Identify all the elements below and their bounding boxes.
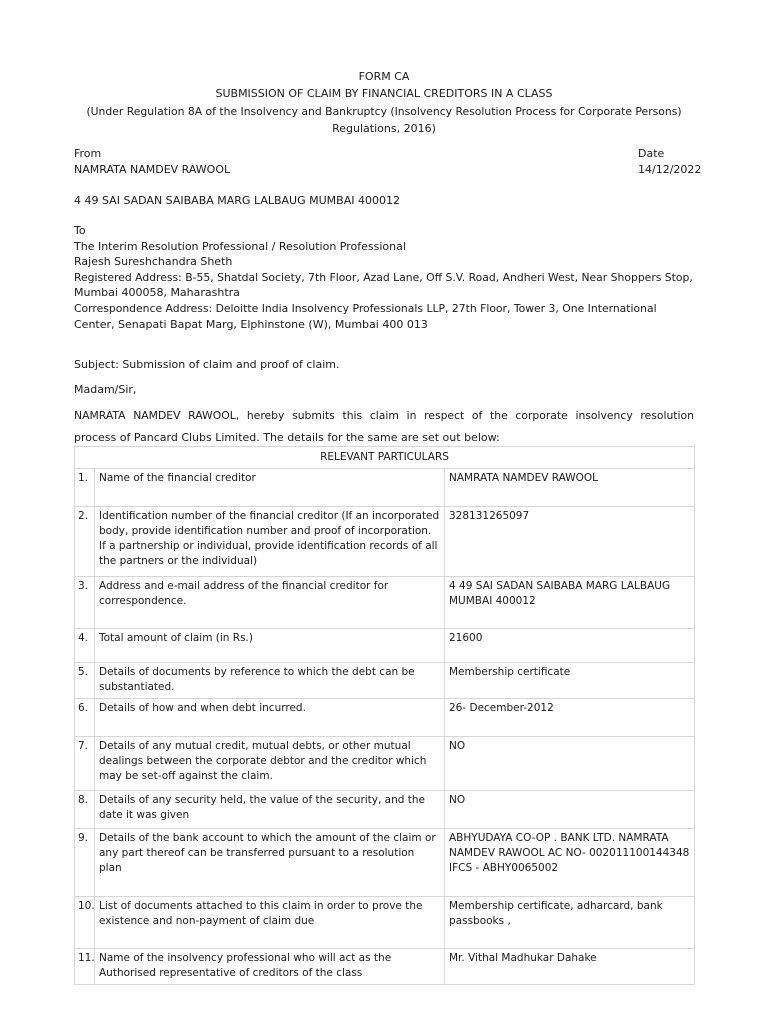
from-address: 4 49 SAI SADAN SAIBABA MARG LALBAUG MUMBAI 400012: [74, 194, 400, 207]
row-number: 8.: [75, 791, 95, 829]
row-number: 10.: [75, 897, 95, 949]
correspondence-address-line-2: Center, Senapati Bapat Marg, Elphinstone (W), Mumbai 400 013: [74, 318, 428, 331]
registered-address-value: : B-55, Shatdal Society, 7th Floor, Azad Lane, Off S.V. Road, Andheri West, Near Shoppers Stop,: [178, 271, 693, 284]
table-row: [75, 629, 695, 663]
table-row: [75, 829, 695, 897]
correspondence-address-label: Correspondence Address: [74, 302, 209, 315]
registered-address: [74, 270, 693, 285]
table-header-row: [75, 447, 695, 469]
row-number: 9.: [75, 829, 95, 897]
row-number: 2.: [75, 507, 95, 577]
row-value: Membership certificate, adharcard, bank passbooks ,: [445, 897, 695, 949]
correspondence-address-value: : Deloitte India Insolvency Professionals LLP, 27th Floor, Tower 3, One International: [208, 302, 657, 315]
table-row: [75, 663, 695, 699]
date-value: 14/12/2022: [638, 163, 702, 176]
row-number: 5.: [75, 663, 95, 699]
row-value: 26- December-2012: [445, 699, 695, 737]
from-label: From: [74, 147, 102, 160]
to-line-1: The Interim Resolution Professional / Resolution Professional: [74, 240, 406, 253]
table-row: [75, 699, 695, 737]
row-particular: Details of the bank account to which the amount of the claim or any part thereof can be transferred pursuant to a resolution plan: [95, 829, 445, 897]
particulars-table: [74, 446, 695, 985]
to-line-2: Rajesh Sureshchandra Sheth: [74, 255, 233, 268]
row-value: Membership certificate: [445, 663, 695, 699]
row-particular: Identification number of the financial creditor (If an incorporated body, provide identification number and proof of incorporation. If a partnership or individual, provide identification records of all the partners or the individual): [95, 507, 445, 577]
row-value: 21600: [445, 629, 695, 663]
table-row: [75, 737, 695, 791]
row-number: 6.: [75, 699, 95, 737]
row-particular: Name of the insolvency professional who will act as the Authorised representative of creditors of the class: [95, 949, 445, 985]
registered-address-label: Registered Address: [74, 271, 179, 284]
body-line-1: NAMRATA NAMDEV RAWOOL, hereby submits this claim in respect of the corporate insolvency resolution: [74, 409, 694, 422]
row-number: 3.: [75, 577, 95, 629]
row-particular: Details of any security held, the value of the security, and the date it was given: [95, 791, 445, 829]
row-particular: Total amount of claim (in Rs.): [95, 629, 445, 663]
table-row: [75, 577, 695, 629]
regulation-line-1: (Under Regulation 8A of the Insolvency and Bankruptcy (Insolvency Resolution Process for Corporate Persons): [86, 105, 682, 118]
row-value: NO: [445, 737, 695, 791]
to-label: To: [74, 224, 86, 237]
row-value: NAMRATA NAMDEV RAWOOL: [445, 469, 695, 507]
body-line-2: process of Pancard Clubs Limited. The details for the same are set out below:: [74, 431, 500, 444]
table-row: [75, 507, 695, 577]
subject-line: Subject: Submission of claim and proof of claim.: [74, 358, 340, 371]
row-particular: Details of any mutual credit, mutual debts, or other mutual dealings between the corporate debtor and the creditor which may be set-off against the claim.: [95, 737, 445, 791]
date-label: Date: [638, 147, 665, 160]
from-name: NAMRATA NAMDEV RAWOOL: [74, 163, 231, 176]
row-particular: Details of documents by reference to which the debt can be substantiated.: [95, 663, 445, 699]
row-particular: Details of how and when debt incurred.: [95, 699, 445, 737]
row-number: 11.: [75, 949, 95, 985]
correspondence-address: [74, 301, 657, 316]
row-number: 4.: [75, 629, 95, 663]
row-value: NO: [445, 791, 695, 829]
row-value: ABHYUDAYA CO-OP . BANK LTD. NAMRATA NAMDEV RAWOOL AC NO- 002011100144348 IFCS - ABHY0065002: [445, 829, 695, 897]
row-particular: List of documents attached to this claim in order to prove the existence and non-payment of claim due: [95, 897, 445, 949]
table-row: [75, 791, 695, 829]
form-title: FORM CA: [358, 70, 410, 83]
row-number: 1.: [75, 469, 95, 507]
registered-address-line-2: Mumbai 400058, Maharashtra: [74, 286, 240, 299]
table-row: [75, 469, 695, 507]
row-particular: Name of the financial creditor: [95, 469, 445, 507]
row-value: 4 49 SAI SADAN SAIBABA MARG LALBAUG MUMBAI 400012: [445, 577, 695, 629]
table-row: [75, 897, 695, 949]
row-number: 7.: [75, 737, 95, 791]
regulation-line-2: Regulations, 2016): [332, 122, 436, 135]
salutation: Madam/Sir,: [74, 383, 137, 396]
table-row: [75, 949, 695, 985]
form-subtitle: SUBMISSION OF CLAIM BY FINANCIAL CREDITORS IN A CLASS: [215, 87, 553, 100]
row-particular: Address and e-mail address of the financial creditor for correspondence.: [95, 577, 445, 629]
table-header: RELEVANT PARTICULARS: [75, 447, 695, 469]
row-value: Mr. Vithal Madhukar Dahake: [445, 949, 695, 985]
row-value: 328131265097: [445, 507, 695, 577]
